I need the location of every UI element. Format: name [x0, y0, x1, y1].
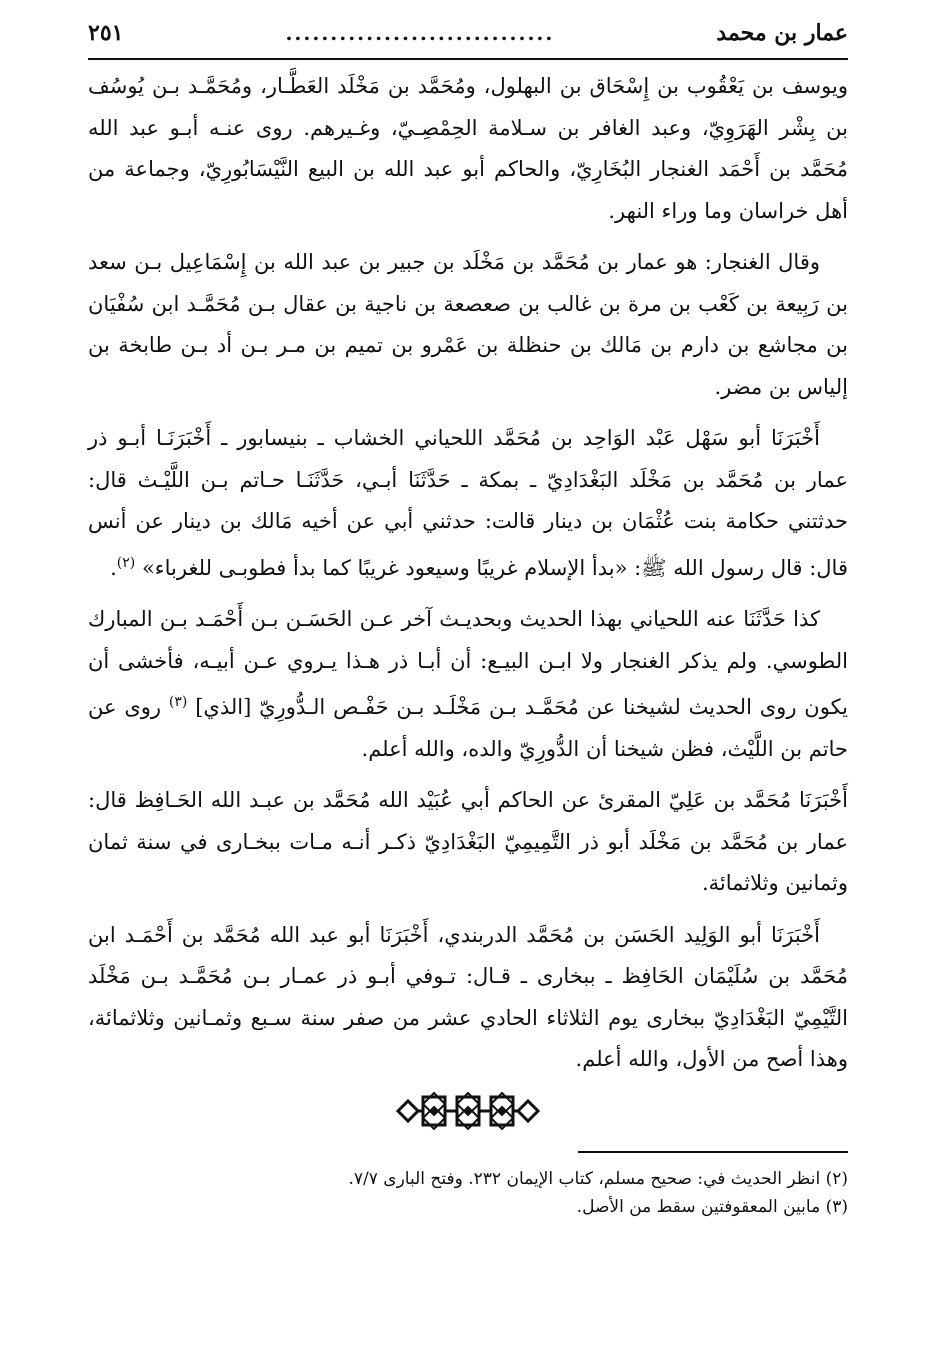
paragraph-1-text: ويوسف بن يَعْقُوب بن إِسْحَاق بن البهلول، ومُحَمَّد بن مَخْلَد العَطَّـار، ومُحَمَّـد بـن يُوسُف بن بِشْر الهَرَوِيّ، وعبد الغافر بن سـلامة الحِمْصِـيّ، وغـيرهم. روى عنـه أبـو عبد الله مُحَمَّد بن أَحْمَد الغنجار البُخَارِيّ، والحاكم أبو عبد الله بن البيع النَّيْسَابُورِيّ، وجماعة من أهل خراسان وما وراء النهر. — [88, 74, 848, 223]
header-title: عمار بن محمد — [716, 20, 848, 46]
footnote-2: (٢) انظر الحديث في: صحيح مسلم، كتاب الإيمان ٢٣٢. وفتح البارى ٧/٧. — [348, 1168, 848, 1189]
page-number: ٢٥١ — [88, 20, 124, 46]
paragraph-1 — [88, 66, 848, 232]
footnote-ref-2-tail: . — [110, 555, 117, 580]
paragraph-4-text: كذا حَدَّثَنَا عنه اللحياني بهذا الحديث وبحديـث آخر عـن الحَسَـن بـن أَحْمَـد بـن المبارك الطوسي. ولم يذكر الغنجار ولا ابـن البيـع: أن أبـا ذر هـذا يـروي عـن أبيـه، فأخشى أن يكون روى الحديث لشيخنا عن مُحَمَّـد بـن مَخْلَـد بـن حَفْـص الـدُّورِيّ [الذي] — [88, 607, 849, 719]
ornament-icon — [393, 1091, 543, 1131]
paragraph-2-text: وقال الغنجار: هو عمار بن مُحَمَّد بن مَخْلَد بن جبير بن عبد الله بن إِسْمَاعِيل بـن سعد بن رَبِيعة بن كَعْب بن مرة بن غالب بن صعصعة بن ناجية بن عقال بـن مُحَمَّـد ابن سُفْيَان بن مجاشع بن دارم بن مَالك بن حنظلة بن عَمْرو بن تميم بن مـر بـن أد بـن طابخة بن إلياس بن مضر. — [88, 250, 848, 399]
paragraph-3-text: أَخْبَرَنَا أبو سَهْل عَبْد الوَاحِد بن مُحَمَّد اللحياني الخشاب ـ بنيسابور ـ أَخْبَرَنَـا أبـو ذر عمار بن مُحَمَّد بن مَخْلَد البَغْدَادِيّ ـ بمكة ـ حَدَّثَنَا أبـي، حَدَّثَنَـا حـاتم بـن اللَّيْـث قال: حدثتني حكامة بنت عُثْمَان بن دينار قالت: حدثني أبي عن أخيه مَالك بن دينار عن أنس قال: قال رسول الله ﷺ: «بدأ الإسلام غريبًا وسيعود غريبًا كما بدأ فطوبـى للغرباء» — [88, 426, 848, 580]
paragraph-5 — [88, 780, 848, 905]
section-end-ornament — [88, 1091, 848, 1131]
footnote-ref-2[interactable]: (٢) — [116, 554, 136, 571]
paragraph-4 — [88, 599, 848, 770]
footnote-ref-3-tail: روى عن حاتم بن اللَّيْث، فظن شيخنا أن الدُّورِيّ والده، والله أعلم. — [88, 695, 848, 761]
running-header — [88, 20, 848, 60]
paragraph-2 — [88, 242, 848, 408]
footnote-3: (٣) مابين المعقوفتين سقط من الأصل. — [576, 1196, 848, 1217]
paragraph-6 — [88, 915, 848, 1081]
paragraph-5-text: أَخْبَرَنَا مُحَمَّد بن عَلِيّ المقرئ عن الحاكم أبي عُبَيْد الله مُحَمَّد بن عبـد الله الحَـافِظ قال: عمار بن مُحَمَّد بن مَخْلَد أبو ذر التَّمِيمِيّ البَغْدَادِيّ ذكـر أنـه مـات ببخـارى في سنة ثمان وثمانين وثلاثمائة. — [88, 788, 848, 895]
footnote-divider — [578, 1151, 848, 1153]
footnote-ref-3[interactable]: (٣) — [168, 694, 188, 710]
document-page — [88, 20, 848, 1221]
paragraph-3 — [88, 418, 848, 589]
paragraph-6-text: أَخْبَرَنَا أبو الوَلِيد الحَسَن بن مُحَمَّد الدربندي، أَخْبَرَنَا أبو عبد الله مُحَمَّد بن أَحْمَـد ابن مُحَمَّد بن سُلَيْمَان الحَافِظ ـ ببخارى ـ قـال: تـوفي أبـو ذر عمـار بـن مُحَمَّـد بـن مَخْلَد التَّيْمِيّ البَغْدَادِيّ ببخارى يوم الثلاثاء الحادي عشر من صفر سنة سـبع وثمـانين وثلاثمائة، وهذا أصح من الأول، والله أعلم. — [88, 922, 848, 1071]
header-leader-dots: .............................. — [285, 21, 555, 45]
